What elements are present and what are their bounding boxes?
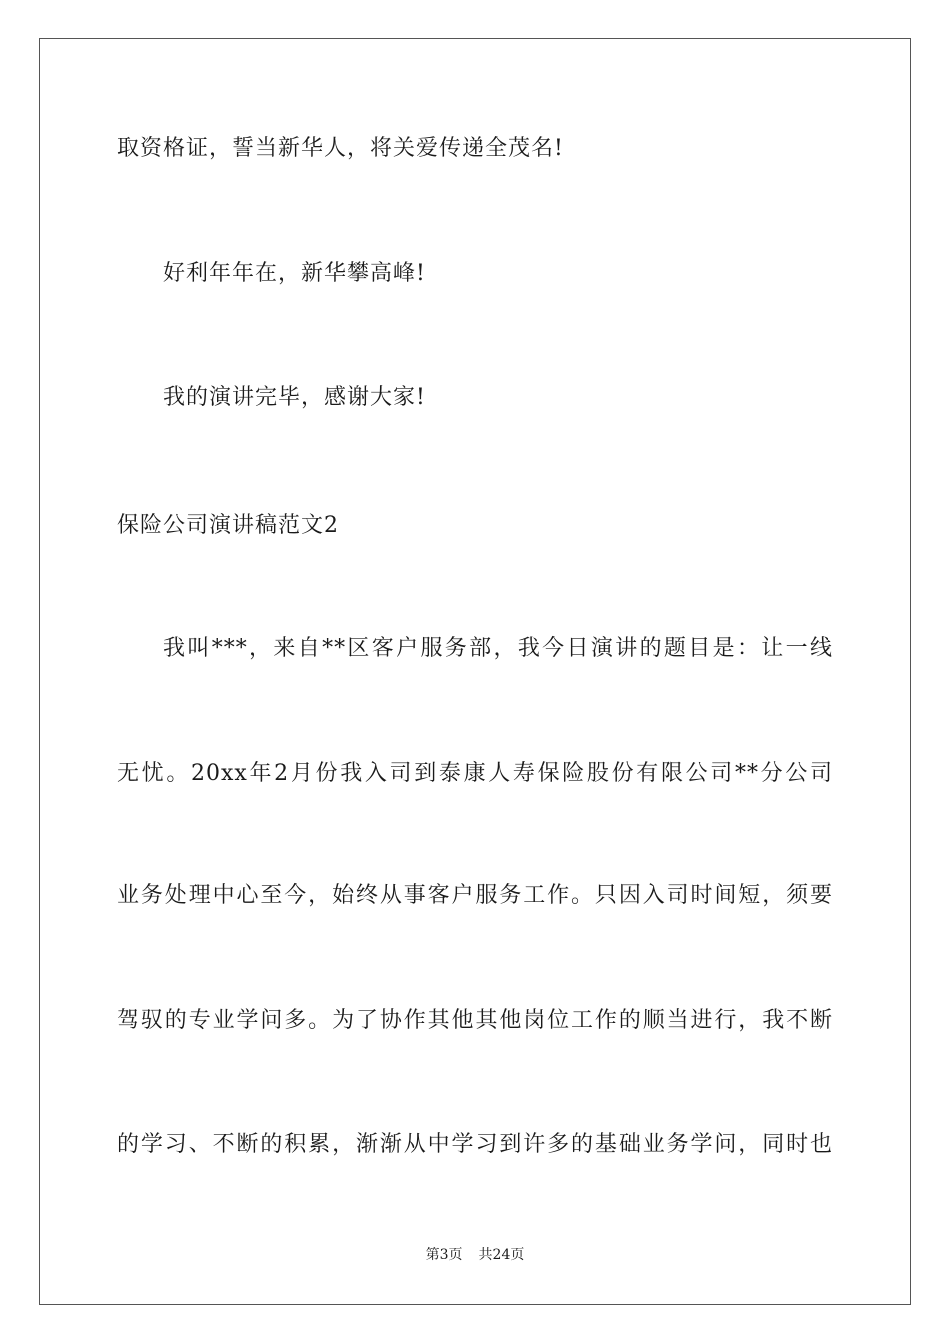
paragraph-line: 业务处理中心至今，始终从事客户服务工作。只因入司时间短，须要: [117, 883, 833, 908]
paragraph-line: 取资格证，誓当新华人，将关爱传递全茂名!: [117, 136, 564, 161]
section-heading: 保险公司演讲稿范文2: [117, 513, 339, 538]
page-number: 第3页: [425, 1247, 463, 1263]
paragraph-line: 驾驭的专业学问多。为了协作其他其他岗位工作的顺当进行，我不断: [117, 1008, 833, 1033]
paragraph-line: 的学习、不断的积累，渐渐从中学习到许多的基础业务学问，同时也: [117, 1132, 833, 1157]
page-total: 共24页: [478, 1247, 525, 1263]
page-border: [39, 38, 911, 1305]
paragraph-line: 好利年年在，新华攀高峰!: [163, 261, 426, 286]
paragraph-line: 无忧。20xx年2月份我入司到泰康人寿保险股份有限公司**分公司: [117, 761, 833, 786]
paragraph-line: 我叫***，来自**区客户服务部，我今日演讲的题目是：让一线: [163, 636, 833, 661]
page-footer: [0, 1246, 950, 1264]
paragraph-line: 我的演讲完毕，感谢大家!: [163, 385, 426, 410]
